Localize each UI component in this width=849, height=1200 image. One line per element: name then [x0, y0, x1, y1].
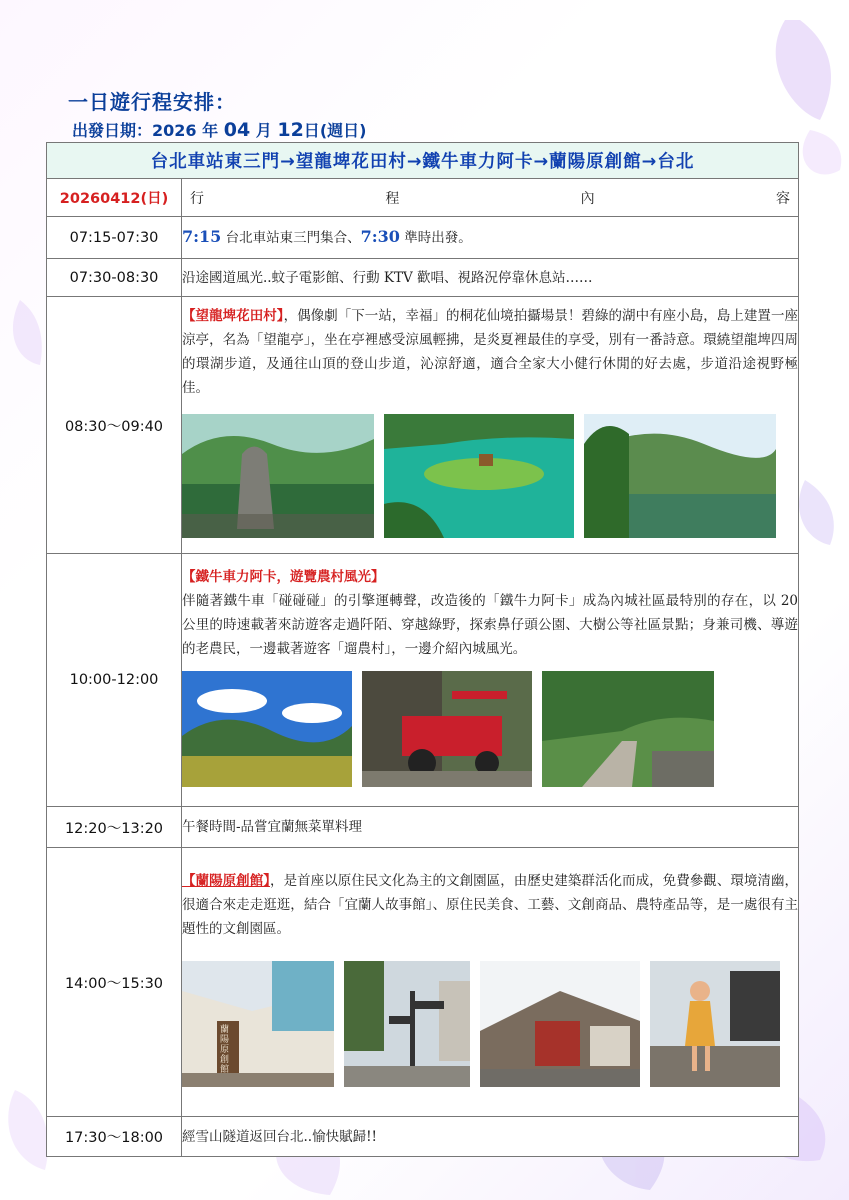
- signpost-photo: [344, 961, 470, 1087]
- date-weekday: (週日): [319, 121, 367, 140]
- content-cell: 沿途國道風光..蚊子電影館、行動 KTV 歡唱、視路況停靠休息站……: [182, 259, 799, 297]
- page-title: 一日遊行程安排：: [68, 90, 236, 114]
- date-year-unit: 年: [202, 121, 219, 140]
- date-day: 12: [277, 119, 304, 141]
- content-cell: 經雪山隧道返回台北..愉快賦歸!!: [182, 1117, 799, 1157]
- date-cell: 20260412(日): [47, 179, 182, 217]
- itinerary-table: [46, 142, 799, 1157]
- time-cell: 12:20～13:20: [47, 807, 182, 848]
- time-cell: 08:30～09:40: [47, 297, 182, 554]
- section-title: 【望龍埤花田村】: [182, 308, 284, 324]
- content-cell: [182, 297, 799, 554]
- time-cell: 14:00～15:30: [47, 848, 182, 1117]
- content-cell: 午餐時間-品嘗宜蘭無菜單料理: [182, 807, 799, 848]
- date-month-unit: 月: [255, 121, 272, 140]
- content-header-char: 行: [190, 190, 204, 207]
- museum-building-photo: [182, 961, 334, 1087]
- lake-island-photo: [384, 414, 574, 538]
- section-text: ，偶像劇「下一站，幸福」的桐花仙境拍攝場景！碧綠的湖中有座小島，島上建置一座涼亭，名為「望龍亭」，坐在亭裡感受涼風輕拂，是炎夏裡最佳的享受，別有一番詩意。環繞望龍埤四周的環湖步道，及通往山頂的登山步道，沁涼舒適，適合全家大小健行休閒的好去處，步道沿途視野極佳。: [182, 308, 799, 396]
- village-road-photo: [542, 671, 714, 787]
- date-day-unit: 日: [303, 121, 320, 140]
- departure-date: [72, 118, 366, 141]
- red-brick-house-photo: [480, 961, 640, 1087]
- lake-stone-photo: [182, 414, 374, 538]
- date-prefix: 出發日期：2026: [72, 121, 197, 140]
- content-header: [182, 179, 799, 217]
- lake-pavilion-photo: [584, 414, 776, 538]
- content-cell: [182, 217, 799, 259]
- route-banner: 台北車站東三門→望龍埤花田村→鐵牛車力阿卡→蘭陽原創館→台北: [47, 143, 799, 179]
- meet-time: 7:15: [182, 227, 222, 246]
- time-cell: 10:00-12:00: [47, 554, 182, 807]
- tractor-cart-photo: [362, 671, 532, 787]
- meet-text: 台北車站東三門集合、: [221, 230, 361, 246]
- content-cell: [182, 848, 799, 1117]
- section-text: ，是首座以原住民文化為主的文創園區，由歷史建築群活化而成，免費參觀、環境清幽，很適合來走走逛逛，結合「宜蘭人故事館」、原住民美食、工藝、文創商品、農特產品等，是一處很有主題性的文創園區。: [182, 873, 799, 937]
- section-text: 伴隨著鐵牛車「碰碰碰」的引擎運轉聲，改造後的「鐵牛力阿卡」成為內城社區最特別的存在，以 20 公里的時速載著來訪遊客走過阡陌、穿越綠野，探索鼻仔頭公園、大樹公等社區景點；身兼司機、導遊的老農民，一邊載著遊客「遛農村」，一邊介紹內城風光。: [182, 593, 798, 657]
- time-cell: 07:15-07:30: [47, 217, 182, 259]
- depart-time: 7:30: [360, 227, 400, 246]
- girl-statue-photo: [650, 961, 780, 1087]
- content-header-char: 內: [580, 190, 595, 207]
- content-header-char: 容: [775, 190, 790, 207]
- content-header-char: 程: [385, 190, 400, 207]
- time-cell: 17:30～18:00: [47, 1117, 182, 1157]
- rice-field-photo: [182, 671, 352, 787]
- section-title: 【鐵牛車力阿卡，遊覽農村風光】: [182, 569, 385, 585]
- date-month: 04: [223, 119, 251, 141]
- museum-sign: 蘭陽原創館: [220, 1025, 230, 1075]
- section-title: 【蘭陽原創館】: [182, 873, 271, 889]
- depart-text: 準時出發。: [399, 230, 472, 246]
- content-cell: [182, 554, 799, 807]
- time-cell: 07:30-08:30: [47, 259, 182, 297]
